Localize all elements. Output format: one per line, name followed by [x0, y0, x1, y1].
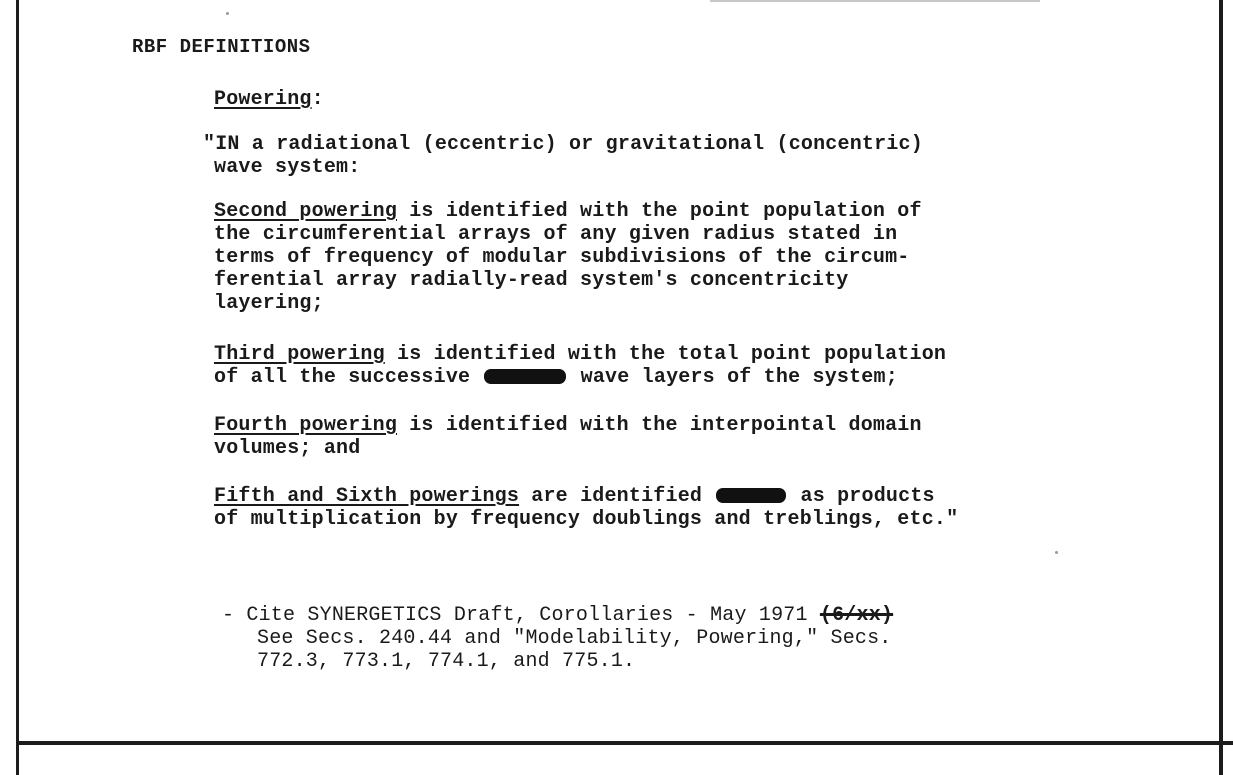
fourth-powering-line-1: Fourth powering is identified with the interpointal domain: [214, 414, 922, 437]
third-powering-line-1: Third powering is identified with the total point population: [214, 343, 947, 366]
third-powering-line-2: of all the successive wave layers of the system;: [214, 366, 898, 389]
second-powering-line-5: layering;: [214, 292, 324, 315]
speck: [1055, 551, 1058, 554]
fourth-powering-term: Fourth powering: [214, 414, 398, 437]
citation-line-1: - Cite SYNERGETICS Draft, Corollaries - May 1971 (6/xx): [222, 604, 894, 627]
second-powering-line-4: ferential array radially-read system's concentricity: [214, 269, 849, 292]
struck-out-note: (6/xx): [819, 604, 894, 627]
bottom-border-line: [16, 741, 1233, 745]
redaction-mark: [716, 488, 786, 503]
term-title: Powering:: [214, 88, 324, 111]
fifth-sixth-powering-term: Fifth and Sixth powerings: [214, 485, 520, 508]
second-powering-term: Second powering: [214, 200, 398, 223]
right-border-line: [1219, 0, 1223, 775]
redaction-mark: [484, 369, 566, 384]
fourth-powering-line-2: volumes; and: [214, 437, 361, 460]
top-edge-mark: [710, 0, 1040, 2]
intro-line-2: wave system:: [214, 156, 361, 179]
fifth-sixth-powering-line-1: Fifth and Sixth powerings are identified as products: [214, 485, 935, 508]
second-powering-line-1: Second powering is identified with the point population of: [214, 200, 922, 223]
left-border-line: [16, 0, 19, 775]
fifth-sixth-powering-line-2: of multiplication by frequency doublings and treblings, etc.": [214, 508, 959, 531]
citation-line-2: See Secs. 240.44 and "Modelability, Powering," Secs.: [257, 627, 892, 650]
intro-line-1: "IN a radiational (eccentric) or gravitational (concentric): [203, 133, 923, 156]
second-powering-line-2: the circumferential arrays of any given radius stated in: [214, 223, 898, 246]
third-powering-term: Third powering: [214, 343, 385, 366]
second-powering-line-3: terms of frequency of modular subdivisions of the circum-: [214, 246, 910, 269]
page-heading: RBF DEFINITIONS: [132, 36, 311, 58]
speck: [226, 12, 229, 15]
citation-line-3: 772.3, 773.1, 774.1, and 775.1.: [257, 650, 636, 673]
